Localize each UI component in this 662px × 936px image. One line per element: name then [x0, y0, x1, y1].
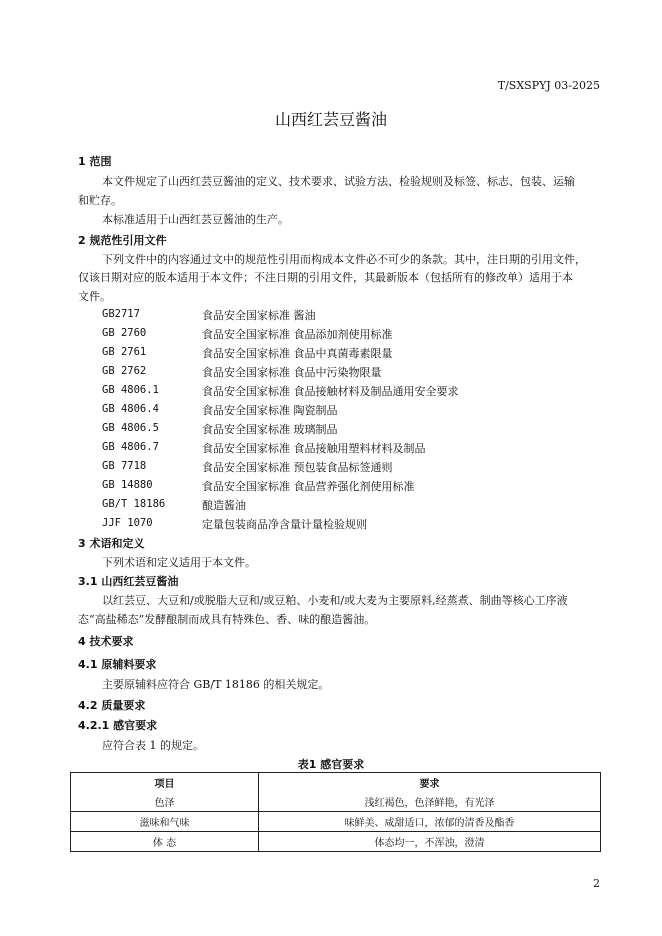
ref-code: GB2717 [102, 308, 140, 320]
table-row [71, 832, 601, 852]
ref-name: 食品安全国家标准 酱油 [202, 309, 316, 322]
document-title: 山西红芸豆酱油 [274, 110, 387, 129]
section-4-2-1-text: 应符合表 1 的规定。 [102, 739, 204, 752]
ref-name: 定量包装商品净含量计量检验规则 [202, 518, 367, 531]
section-2-intro-line1: 下列文件中的内容通过文中的规范性引用而构成本文件必不可少的条款。其中，注日期的引用文件， [102, 253, 586, 266]
section-4-1-heading: 4.1 原辅料要求 [78, 658, 157, 671]
ref-code: GB 2762 [102, 365, 147, 377]
table-cell-item: 体 态 [71, 832, 259, 852]
table-header-item: 项目 [71, 773, 259, 793]
section-1-para1-line2: 和贮存。 [78, 194, 122, 207]
ref-code: GB/T 18186 [102, 498, 166, 510]
table-cell-requirement: 浅红褐色，色泽鲜艳，有光泽 [259, 792, 601, 812]
ref-name: 食品安全国家标准 食品营养强化剂使用标准 [202, 480, 415, 493]
ref-name: 食品安全国家标准 陶瓷制品 [202, 404, 338, 417]
ref-code: GB 2761 [102, 346, 147, 358]
ref-code: GB 4806.1 [102, 384, 159, 396]
table-cell-requirement: 体态均一，不浑浊，澄清 [259, 832, 601, 852]
ref-name: 食品安全国家标准 食品添加剂使用标准 [202, 328, 393, 341]
page-number: 2 [593, 877, 600, 890]
ref-code: GB 14880 [102, 479, 153, 491]
section-3-1-heading: 3.1 山西红芸豆酱油 [78, 575, 179, 588]
ref-code: JJF 1070 [102, 517, 153, 529]
section-4-2-1-heading: 4.2.1 感官要求 [78, 719, 158, 732]
ref-name: 食品安全国家标准 食品中真菌毒素限量 [202, 347, 393, 360]
ref-code: GB 4806.5 [102, 422, 159, 434]
section-3-heading: 3 术语和定义 [78, 537, 145, 550]
section-4-heading: 4 技术要求 [78, 635, 134, 648]
section-2-heading: 2 规范性引用文件 [78, 234, 167, 247]
section-1-para2: 本标准适用于山西红芸豆酱油的生产。 [102, 213, 289, 226]
section-2-intro-line3: 文件。 [78, 290, 111, 303]
section-1-heading: 1 范围 [78, 155, 112, 168]
ref-name: 食品安全国家标准 预包装食品标签通则 [202, 461, 393, 474]
section-4-2-heading: 4.2 质量要求 [78, 699, 146, 712]
section-3-1-line1: 以红芸豆、大豆和/或脱脂大豆和/或豆粕、小麦和/或大麦为主要原料,经蒸煮、制曲等核心工序液 [102, 594, 568, 607]
ref-name: 食品安全国家标准 食品接触材料及制品通用安全要求 [202, 385, 459, 398]
table-header-row [71, 773, 601, 793]
section-2-intro-line2: 仅该日期对应的版本适用于本文件；不注日期的引用文件，其最新版本（包括所有的修改单）适用于本 [78, 271, 573, 284]
ref-name: 食品安全国家标准 食品接触用塑料材料及制品 [202, 442, 426, 455]
table-caption: 表1 感官要求 [297, 758, 365, 771]
ref-code: GB 4806.7 [102, 441, 159, 453]
table-cell-item: 滋味和气味 [71, 812, 259, 832]
table-cell-item: 色泽 [71, 792, 259, 812]
table-row [71, 792, 601, 812]
ref-code: GB 4806.4 [102, 403, 159, 415]
ref-code: GB 7718 [102, 460, 147, 472]
ref-name: 食品安全国家标准 玻璃制品 [202, 423, 338, 436]
ref-code: GB 2760 [102, 327, 147, 339]
section-4-1-text: 主要原辅料应符合 GB/T 18186 的相关规定。 [102, 678, 330, 691]
table-cell-requirement: 味鲜美、咸甜适口，浓郁的清香及酯香 [259, 812, 601, 832]
table-row [71, 812, 601, 832]
section-1-para1-line1: 本文件规定了山西红芸豆酱油的定义、技术要求、试验方法、检验规则及标签、标志、包装、运输 [102, 175, 575, 188]
ref-name: 酿造酱油 [202, 499, 246, 512]
ref-name: 食品安全国家标准 食品中污染物限量 [202, 366, 382, 379]
sensory-table [70, 772, 601, 852]
section-3-1-line2: 态“高盐稀态”发酵酿制而成具有特殊色、香、味的酿造酱油。 [78, 613, 376, 626]
document-number: T/SXSPYJ 03-2025 [497, 79, 600, 92]
table-header-requirement: 要求 [259, 773, 601, 793]
section-3-intro: 下列术语和定义适用于本文件。 [102, 556, 256, 569]
